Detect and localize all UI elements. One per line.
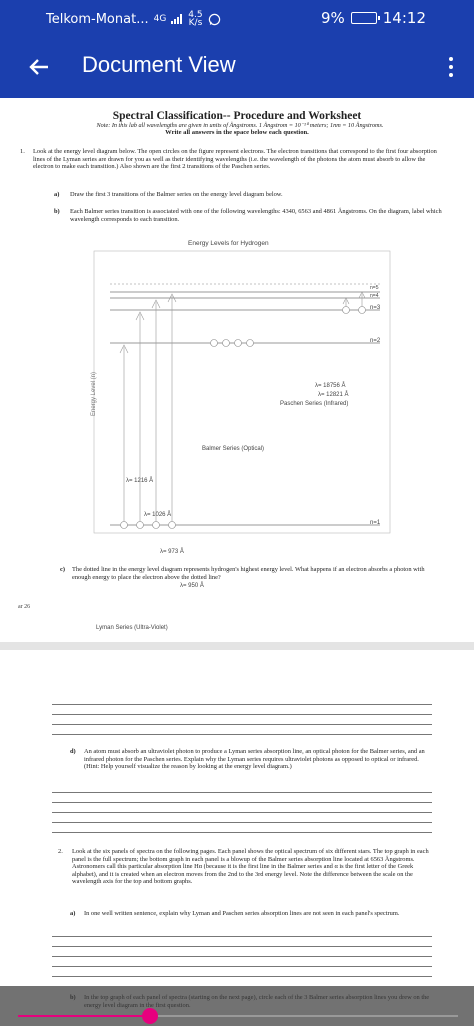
question-2-number: 2. [58, 848, 63, 855]
signal-icon [171, 14, 183, 24]
battery-percent: 9% [320, 9, 345, 27]
diagram-title: Energy Levels for Hydrogen [188, 240, 269, 247]
question-c-label: c) [60, 566, 65, 573]
status-right [321, 9, 426, 27]
energy-level-svg [80, 241, 394, 541]
question-2a-text: In one well written sentence, explain why Lyman and Paschen series absorption lines are not seen in each panel's spectrum. [84, 910, 400, 917]
question-a-label: a) [54, 191, 60, 198]
speed-unit: K/s [188, 18, 203, 28]
clock: 14:12 [382, 9, 426, 27]
speed-value: 4.5 [188, 10, 203, 20]
page-title: Document View [82, 52, 236, 77]
network-type: 4G [153, 14, 167, 24]
units-note: Note: In this lab all wavelengths are given in units of Ångstroms. 1 Ångstrom = 10⁻¹⁰ meters; 1nm = 10 Ångstroms. [96, 122, 384, 129]
document-page-1 [0, 98, 474, 642]
lyman-wavelength-4: λ= 950 Å [180, 583, 204, 589]
paschen-wavelength-2: λ= 12821 Å [318, 392, 349, 398]
answer-line [52, 966, 432, 967]
question-1-text: Look at the energy level diagram below. The open circles on the figure represent electrons. The electron transitions that correspond to the first four absorption lines of the Lyman series are drawn for you as well as their identifying wavelengths (i.e. the wavelength of the photons the atom must absorb to allow the electron to make each transition.) Also shown are the first 2 transitions of the Paschen series. [33, 148, 437, 171]
carrier-name: Telkom-Monat... [46, 11, 149, 27]
answer-line [52, 724, 432, 725]
answer-line [52, 976, 432, 977]
back-button[interactable] [20, 48, 58, 86]
lyman-arrows [120, 294, 176, 525]
question-2-text: Look at the six panels of spectra on the following pages. Each panel shows the optical spectrum of six different stars. The top graph in each panel is the full spectrum; the bottom graph in each panel is a blowup of the Balmer series absorption line located at 6563 Ångstroms. Astronomers call this particular absorption line Hα (because it is the first line in the Balmer series and α is the first letter of the Greek alphabet), and it is created when an electron moves from the 2nd to the 3rd energy level. Note the difference between the scale on the wavelength axis for the top and bottom graphs. [72, 848, 429, 886]
y-axis-label: Energy Level (n) [91, 371, 98, 417]
status-left [46, 11, 221, 27]
answer-line [52, 946, 432, 947]
instruction-text: Write all answers in the space below each question. [165, 129, 309, 136]
question-b-text: Each Balmer series transition is associated with one of the following wavelengths: 4340, 6563 and 4861 Ångstroms. On the diagram, label which wavelength corresponds to each transition. [70, 208, 442, 223]
lyman-wavelength-3: λ= 973 Å [160, 549, 184, 555]
question-number: 1. [20, 148, 25, 155]
paschen-series-label: Paschen Series (Infrared) [280, 401, 349, 407]
level-label-n1: n=1 [370, 520, 381, 526]
battery-icon [351, 12, 377, 24]
lyman-wavelength-1: λ= 1216 Å [126, 478, 154, 484]
answer-line [52, 956, 432, 957]
answer-line [52, 832, 432, 833]
balmer-series-label: Balmer Series (Optical) [202, 446, 265, 452]
status-bar [0, 0, 474, 36]
answer-line [52, 704, 432, 705]
app-bar [0, 36, 474, 98]
document-page-2 [0, 650, 474, 1026]
lyman-wavelength-2: λ= 1026 Å [144, 512, 172, 518]
arrow-left-icon [29, 58, 49, 76]
level-label-n3: n=3 [370, 305, 381, 311]
page-scrubber-fill [18, 1015, 150, 1017]
question-d-label: d) [70, 748, 76, 755]
question-2a-label: a) [70, 910, 76, 917]
answer-line [52, 714, 432, 715]
question-b-label: b) [54, 208, 60, 215]
whatsapp-icon [208, 13, 221, 26]
answer-line [52, 936, 432, 937]
page-scrubber-thumb[interactable] [142, 1008, 158, 1024]
lyman-series-label: Lyman Series (Ultra-Violet) [96, 625, 168, 631]
level-label-n2: n=2 [370, 338, 381, 344]
more-vert-icon[interactable] [436, 48, 466, 86]
question-d-text: An atom must absorb an ultraviolet photon to produce a Lyman series absorption line, an optical photon for the Balmer series, and an infrared photon for the Paschen series. Explain why the Lyman series requires ultraviolet photons as opposed to optical or infrared. (Hint: Help yourself visualize the reason by looking at the energy level diagram.) [84, 748, 425, 771]
page-scrubber-overlay [0, 986, 474, 1026]
page-number: ar 26 [18, 604, 31, 610]
answer-line [52, 802, 432, 803]
paschen-wavelength-1: λ= 18756 Å [315, 383, 346, 389]
answer-line [52, 792, 432, 793]
answer-line [52, 822, 432, 823]
level-label-n4: n=4 [370, 293, 379, 299]
network-speed [188, 11, 202, 27]
question-c-text: The dotted line in the energy level diagram represents hydrogen's highest energy level. What happens if an electron absorbs a photon with enough energy to place the electron above the dotted line? [72, 566, 425, 581]
answer-line [52, 734, 432, 735]
question-a-text: Draw the first 3 transitions of the Balmer series on the energy level diagram below. [70, 191, 283, 198]
level-label-n5: n=5 [370, 285, 379, 291]
answer-line [52, 812, 432, 813]
document-title: Spectral Classification-- Procedure and Worksheet [112, 110, 362, 122]
